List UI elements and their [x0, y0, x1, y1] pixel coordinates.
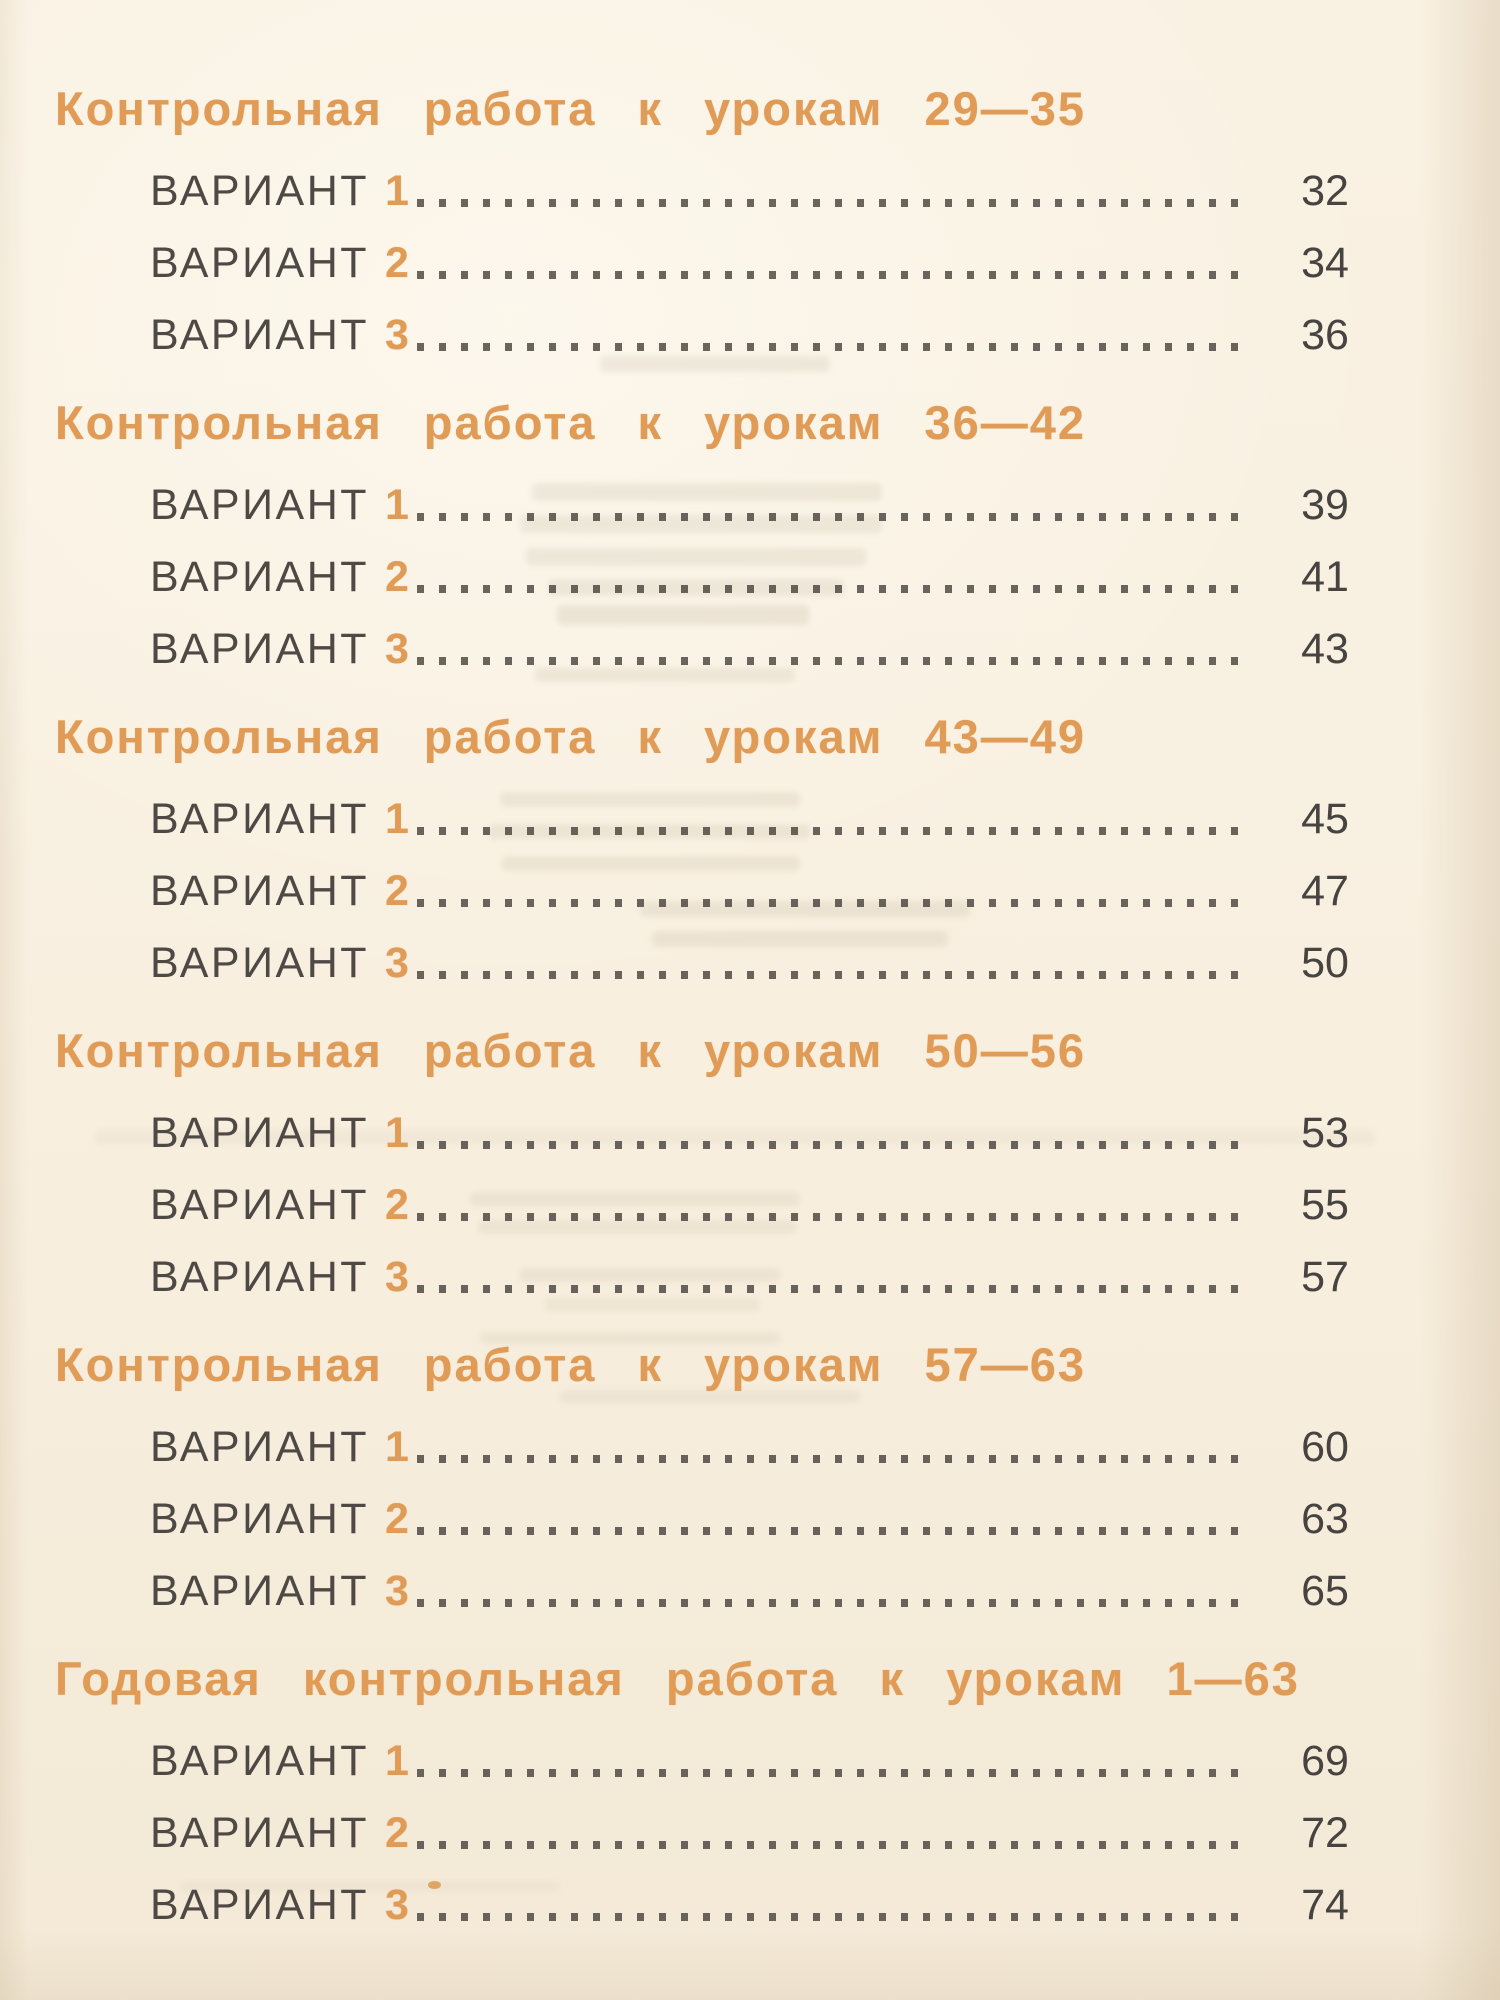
toc-entry-label: ВАРИАНТ [150, 311, 370, 359]
toc-entry-label: ВАРИАНТ [150, 1253, 370, 1301]
toc-entry [55, 796, 1370, 842]
toc-entry-page-number: 45 [1301, 795, 1349, 843]
toc-entry-number: 3 [385, 1253, 409, 1301]
dot-leader [417, 899, 1240, 907]
toc-entry-page-number: 53 [1301, 1109, 1349, 1157]
toc-entry-page-number: 39 [1301, 481, 1349, 529]
toc-entry-label: ВАРИАНТ [150, 867, 370, 915]
toc-entry [55, 1810, 1370, 1856]
toc-section-entries [55, 796, 1370, 986]
toc-section [55, 1654, 1370, 1928]
dot-leader [417, 1213, 1240, 1221]
dot-leader [417, 1455, 1240, 1463]
toc-entry [55, 168, 1370, 214]
toc-entry-number: 1 [385, 1423, 409, 1471]
toc-section [55, 398, 1370, 672]
dot-leader [417, 971, 1240, 979]
dot-leader [417, 827, 1240, 835]
toc-entry-page-number: 60 [1301, 1423, 1349, 1471]
toc-entry-number: 3 [385, 311, 409, 359]
toc-entry-number: 3 [385, 625, 409, 673]
toc-entry [55, 868, 1370, 914]
toc-entry [55, 1110, 1370, 1156]
toc-entry-page-number: 57 [1301, 1253, 1349, 1301]
toc-entry-page-number: 74 [1301, 1881, 1349, 1929]
toc-entry-label: ВАРИАНТ [150, 939, 370, 987]
dot-leader [417, 1599, 1240, 1607]
toc-section-heading: Контрольная работа к урокам 29—35 [55, 82, 1087, 135]
toc-entry-label: ВАРИАНТ [150, 239, 370, 287]
toc-entry [55, 1738, 1370, 1784]
toc-section-heading: Контрольная работа к урокам 43—49 [55, 710, 1087, 763]
toc-entry-page-number: 43 [1301, 625, 1349, 673]
toc-entry-page-number: 55 [1301, 1181, 1349, 1229]
toc-entry-number: 1 [385, 1109, 409, 1157]
toc-entry-number: 1 [385, 795, 409, 843]
toc-section-entries [55, 482, 1370, 672]
dot-leader [417, 1769, 1240, 1777]
toc-entry-label: ВАРИАНТ [150, 1109, 370, 1157]
toc-entry [55, 1496, 1370, 1542]
toc-entry-number: 2 [385, 239, 409, 287]
dot-leader [417, 1141, 1240, 1149]
toc-entry-page-number: 36 [1301, 311, 1349, 359]
toc-entry [55, 312, 1370, 358]
toc-entry-label: ВАРИАНТ [150, 167, 370, 215]
dot-leader [417, 1913, 1240, 1921]
toc-entry-page-number: 69 [1301, 1737, 1349, 1785]
dot-leader [417, 343, 1240, 351]
toc-entry [55, 554, 1370, 600]
toc-entry-label: ВАРИАНТ [150, 1567, 370, 1615]
toc-entry-label: ВАРИАНТ [150, 1737, 370, 1785]
toc-entry-page-number: 32 [1301, 167, 1349, 215]
dot-leader [417, 1841, 1240, 1849]
toc-entry-page-number: 34 [1301, 239, 1349, 287]
toc-entry-number: 3 [385, 1567, 409, 1615]
toc-section [55, 1340, 1370, 1614]
toc-section-entries [55, 168, 1370, 358]
toc-entry-number: 2 [385, 1181, 409, 1229]
toc-entry-number: 1 [385, 167, 409, 215]
dot-leader [417, 1527, 1240, 1535]
toc-section-entries [55, 1110, 1370, 1300]
toc-section [55, 84, 1370, 358]
toc-entry-label: ВАРИАНТ [150, 625, 370, 673]
toc-section-heading: Контрольная работа к урокам 50—56 [55, 1024, 1087, 1077]
toc-entry [55, 240, 1370, 286]
toc-entry-label: ВАРИАНТ [150, 1423, 370, 1471]
dot-leader [417, 585, 1240, 593]
toc-section-entries [55, 1738, 1370, 1928]
toc-entry-label: ВАРИАНТ [150, 1881, 370, 1929]
toc-entry-page-number: 50 [1301, 939, 1349, 987]
toc-entry-number: 2 [385, 867, 409, 915]
toc-section-heading: Контрольная работа к урокам 36—42 [55, 396, 1087, 449]
toc-section [55, 1026, 1370, 1300]
toc-entry-number: 2 [385, 1495, 409, 1543]
toc-entry-page-number: 72 [1301, 1809, 1349, 1857]
toc-entry [55, 1182, 1370, 1228]
dot-leader [417, 271, 1240, 279]
toc-entry-page-number: 47 [1301, 867, 1349, 915]
toc-section [55, 712, 1370, 986]
toc-entry [55, 1254, 1370, 1300]
toc-entry-number: 1 [385, 1737, 409, 1785]
toc-entry-number: 2 [385, 553, 409, 601]
toc-entry-number: 2 [385, 1809, 409, 1857]
toc-entry [55, 1882, 1370, 1928]
dot-leader [417, 1285, 1240, 1293]
toc-entry [55, 626, 1370, 672]
toc-entry-page-number: 65 [1301, 1567, 1349, 1615]
dot-leader [417, 513, 1240, 521]
toc-entry [55, 482, 1370, 528]
toc-section-heading: Годовая контрольная работа к урокам 1—63 [55, 1652, 1300, 1705]
toc-entry-page-number: 63 [1301, 1495, 1349, 1543]
toc-entry-number: 3 [385, 1881, 409, 1929]
toc-section-heading: Контрольная работа к урокам 57—63 [55, 1338, 1087, 1391]
toc-entry-label: ВАРИАНТ [150, 553, 370, 601]
toc-entry-label: ВАРИАНТ [150, 481, 370, 529]
toc-entry-number: 3 [385, 939, 409, 987]
toc-entry [55, 1568, 1370, 1614]
toc-entry-label: ВАРИАНТ [150, 1181, 370, 1229]
toc-entry [55, 1424, 1370, 1470]
toc-section-entries [55, 1424, 1370, 1614]
dot-leader [417, 657, 1240, 665]
toc-entry-label: ВАРИАНТ [150, 1809, 370, 1857]
toc-entry-number: 1 [385, 481, 409, 529]
toc-entry-label: ВАРИАНТ [150, 795, 370, 843]
toc-entry [55, 940, 1370, 986]
dot-leader [417, 199, 1240, 207]
toc-entry-page-number: 41 [1301, 553, 1349, 601]
toc-entry-label: ВАРИАНТ [150, 1495, 370, 1543]
